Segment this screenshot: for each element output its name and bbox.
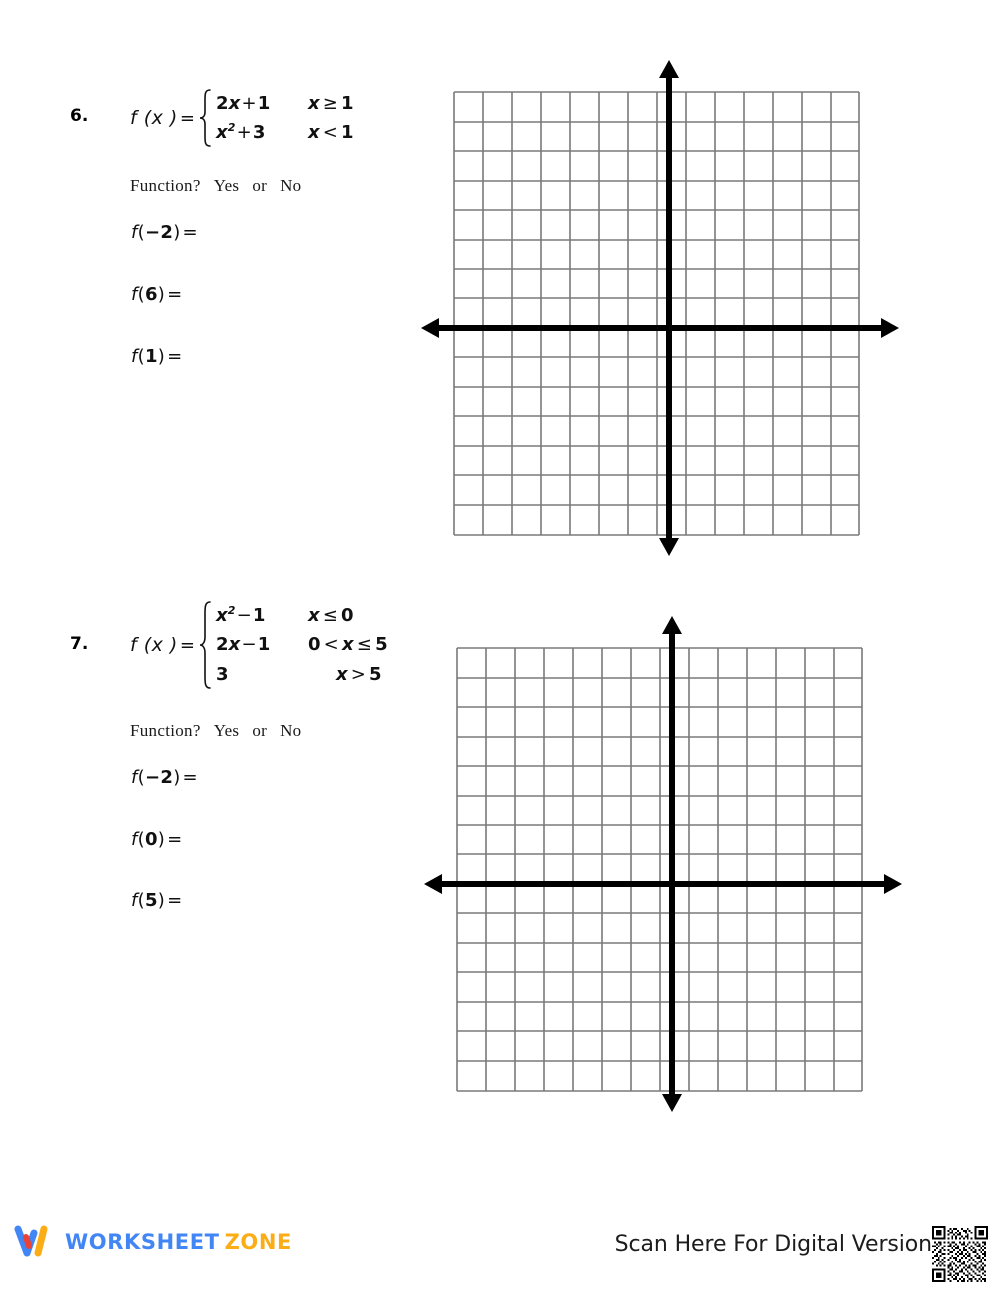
x-axis-right-arrowhead [881, 318, 899, 338]
problem-7-eval-3-equals: = [167, 890, 183, 911]
problem-7-case-1-condition: x ≤ 0 [307, 605, 354, 627]
y-axis-top-arrowhead [659, 60, 679, 78]
axes-problem-6 [421, 60, 899, 556]
problem-6-number: 6. [70, 106, 89, 126]
logo-zone-text: ZONE [224, 1230, 292, 1254]
problem-6-case-1 [216, 89, 354, 118]
problem-6-function-question [130, 176, 302, 196]
problem-7-evaluation-3[interactable] [131, 890, 183, 911]
problem-7-cases [216, 601, 388, 688]
problem-6-evaluation-2[interactable] [131, 284, 183, 305]
problem-6-function-label: f (x ) [130, 107, 178, 129]
problem-6-eval-3-argument: 1 [144, 346, 158, 367]
problem-7-function-prompt: Function? [130, 721, 201, 740]
problem-7-eval-3-close-paren: ) [157, 890, 166, 911]
problem-6-answer-no[interactable]: No [280, 176, 302, 195]
problem-7-case-3 [216, 660, 388, 689]
logo-wordmark [65, 1230, 292, 1254]
problem-6-eval-1-f: f [131, 222, 138, 243]
problem-7-number: 7. [70, 634, 89, 654]
problem-6-eval-1-equals: = [182, 222, 198, 243]
problem-7-eval-2-equals: = [167, 829, 183, 850]
problem-7-case-3-condition: x > 5 [335, 663, 382, 685]
coordinate-grid-problem-7[interactable] [418, 608, 908, 1118]
problem-6-case-2 [216, 118, 354, 147]
problem-7-evaluation-2[interactable] [131, 829, 183, 850]
problem-7-eval-2-open-paren: ( [137, 829, 145, 850]
y-axis-top-arrowhead [662, 616, 682, 634]
problem-7-case-1 [216, 601, 388, 630]
coordinate-grid-problem-6[interactable] [415, 52, 905, 562]
problem-7-eval-3-argument: 5 [144, 890, 158, 911]
problem-6-eval-3-f: f [131, 346, 138, 367]
problem-7-case-2 [216, 630, 388, 659]
problem-6-answer-yes[interactable]: Yes [213, 176, 240, 195]
problem-7-answer-or: or [252, 721, 268, 740]
worksheet-zone-logo[interactable] [14, 1225, 292, 1259]
problem-6-case-2-expression: $x^2+3$ [215, 121, 266, 143]
problem-6-eval-2-equals: = [167, 284, 183, 305]
problem-7-eval-2-argument: 0 [144, 829, 158, 850]
problem-7-function-question [130, 721, 302, 741]
grid-lines-problem-7 [457, 648, 862, 1091]
problem-6-answer-or: or [252, 176, 268, 195]
problem-6-case-2-condition: x < 1 [307, 122, 354, 143]
problem-6-evaluation-1[interactable] [131, 222, 198, 243]
problem-7-equals-sign: = [179, 634, 195, 656]
logo-worksheet-text: WORKSHEET [65, 1230, 220, 1254]
problem-6-equals-sign: = [179, 107, 195, 129]
problem-6-eval-1-close-paren: ) [173, 222, 181, 243]
y-axis-bottom-arrowhead [659, 538, 679, 556]
problem-7-eval-3-f: f [131, 890, 138, 911]
left-curly-brace-icon [198, 88, 212, 148]
problem-7-function-label: f (x ) [130, 634, 178, 656]
problem-6-eval-3-open-paren: ( [137, 346, 145, 367]
problem-7-evaluation-1[interactable] [131, 767, 198, 788]
problem-6-eval-3-close-paren: ) [157, 346, 166, 367]
x-axis-left-arrowhead [424, 874, 442, 894]
problem-7-eval-1-open-paren: ( [137, 767, 145, 788]
worksheet-zone-mark-icon [14, 1225, 56, 1259]
problem-6-case-1-condition: x ≥ 1 [307, 92, 354, 114]
x-axis-left-arrowhead [421, 318, 439, 338]
problem-7-eval-2-f: f [131, 829, 138, 850]
problem-7-answer-no[interactable]: No [280, 721, 302, 740]
problem-7-eval-1-argument: −2 [144, 767, 174, 788]
x-axis-right-arrowhead [884, 874, 902, 894]
problem-6-eval-2-close-paren: ) [157, 284, 166, 305]
problem-6-evaluation-3[interactable] [131, 346, 183, 367]
problem-6-eval-2-f: f [131, 284, 138, 305]
problem-7-answer-yes[interactable]: Yes [213, 721, 240, 740]
problem-6-eval-1-open-paren: ( [137, 222, 145, 243]
problem-6-cases [216, 89, 354, 147]
problem-7-eval-1-close-paren: ) [173, 767, 181, 788]
grid-lines-problem-6 [454, 92, 859, 535]
axes-problem-7 [424, 616, 902, 1112]
problem-6-case-1-expression: 2x+1 [215, 92, 271, 114]
problem-6-eval-3-equals: = [167, 346, 183, 367]
left-curly-brace-icon [198, 600, 212, 690]
problem-6-eval-2-open-paren: ( [137, 284, 145, 305]
scan-here-label: Scan Here For Digital Version [614, 1232, 932, 1257]
y-axis-bottom-arrowhead [662, 1094, 682, 1112]
problem-6-eval-2-argument: 6 [144, 284, 158, 305]
page-footer [0, 1224, 1000, 1294]
problem-7-eval-2-close-paren: ) [157, 829, 166, 850]
problem-7-case-2-condition: 0 < x ≤ 5 [307, 634, 388, 656]
problem-7-eval-1-equals: = [182, 767, 198, 788]
qr-code[interactable] [932, 1226, 988, 1287]
problem-7-case-2-expression: 2x−1 [215, 634, 271, 656]
problem-7-case-3-expression: 3 [215, 663, 229, 685]
problem-7-eval-1-f: f [131, 767, 138, 788]
problem-6-eval-1-argument: −2 [144, 222, 174, 243]
problem-7-piecewise-definition [130, 600, 388, 690]
problem-6-function-prompt: Function? [130, 176, 201, 195]
problem-7-case-1-expression: $x^2-1$ [215, 604, 266, 627]
problem-7-eval-3-open-paren: ( [137, 890, 145, 911]
problem-6-piecewise-definition [130, 88, 354, 148]
